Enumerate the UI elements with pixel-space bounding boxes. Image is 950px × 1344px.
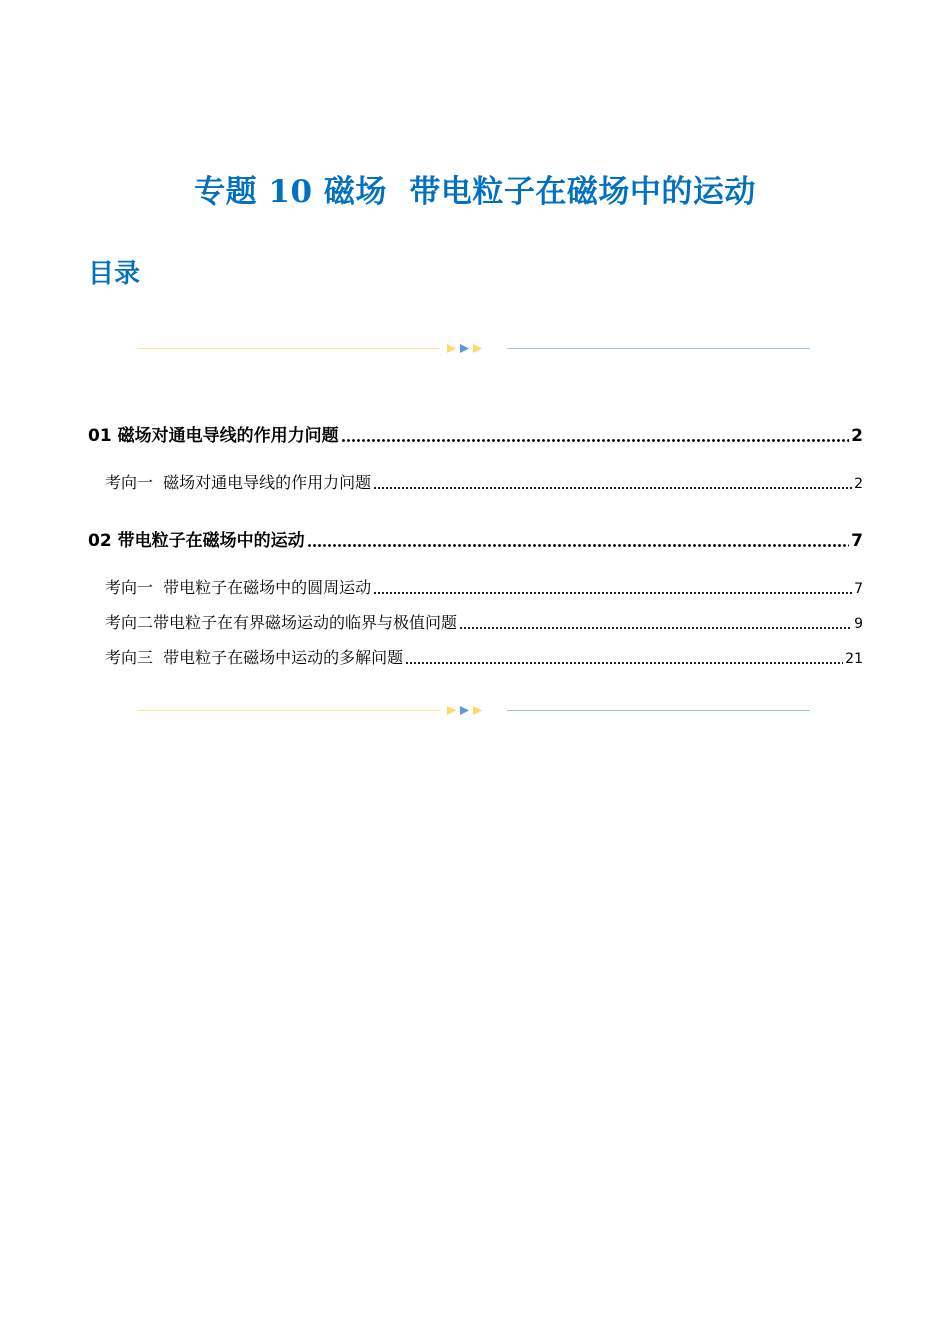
toc-page-number: 9 xyxy=(854,616,863,632)
toc-item-02-2[interactable] xyxy=(105,612,863,635)
divider-line-left xyxy=(138,348,440,349)
triple-triangle-arrows-icon xyxy=(447,706,487,715)
toc-page-number: 7 xyxy=(851,531,863,551)
divider-line-right xyxy=(507,710,810,711)
toc-section-01[interactable] xyxy=(88,424,863,448)
divider-line-right xyxy=(507,348,810,349)
toc-item-label: 考向一 磁场对通电导线的作用力问题 xyxy=(105,473,372,492)
toc-item-label: 考向一 带电粒子在磁场中的圆周运动 xyxy=(105,578,372,597)
triple-triangle-arrows-icon xyxy=(447,344,487,353)
toc-dot-leader xyxy=(307,543,850,548)
toc-section-02[interactable] xyxy=(88,529,863,553)
toc-page-number: 2 xyxy=(851,426,863,446)
toc-page-number: 7 xyxy=(854,581,863,597)
document-title: 专题 10 磁场 带电粒子在磁场中的运动 xyxy=(194,174,756,210)
toc-dot-leader xyxy=(459,626,852,630)
toc-section-label: 01 磁场对通电导线的作用力问题 xyxy=(88,426,339,446)
divider-top xyxy=(138,341,810,355)
toc-dot-leader xyxy=(405,661,843,665)
toc-page-number: 2 xyxy=(854,476,863,492)
toc-item-02-1[interactable] xyxy=(105,577,863,600)
toc-dot-leader xyxy=(373,486,852,490)
toc-item-02-3[interactable] xyxy=(105,647,863,670)
toc-dot-leader xyxy=(373,591,852,595)
toc-section-label: 02 带电粒子在磁场中的运动 xyxy=(88,531,305,551)
divider-line-left xyxy=(138,710,440,711)
toc-heading: 目录 xyxy=(88,259,141,289)
toc-page-number: 21 xyxy=(845,651,863,667)
toc-item-label: 考向三 带电粒子在磁场中运动的多解问题 xyxy=(105,648,404,667)
toc-item-label: 考向二带电粒子在有界磁场运动的临界与极值问题 xyxy=(105,613,458,632)
divider-bottom xyxy=(138,703,810,717)
toc-dot-leader xyxy=(341,438,850,443)
toc-item-01-1[interactable] xyxy=(105,472,863,495)
